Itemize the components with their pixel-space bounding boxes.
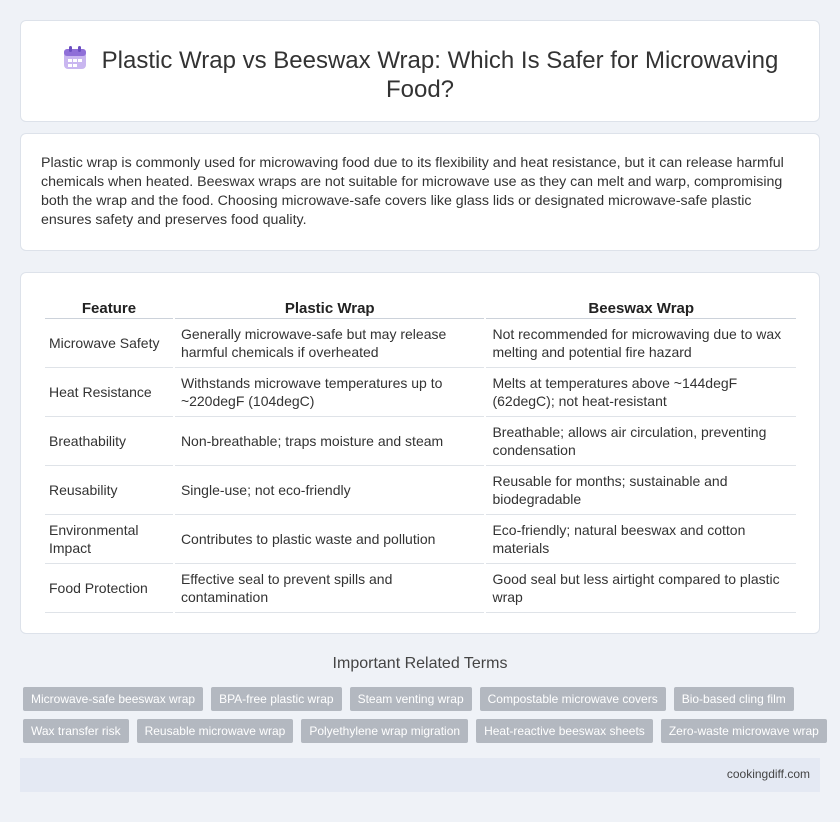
header-beeswax-wrap: Beeswax Wrap (486, 295, 796, 319)
page-title: Plastic Wrap vs Beeswax Wrap: Which Is Safer for Microwaving Food? (101, 47, 779, 103)
table-row (45, 515, 796, 564)
beeswax-cell: Melts at temperatures above ~144degF (62degC); not heat-resistant (486, 368, 796, 417)
plastic-cell: Contributes to plastic waste and pollution (175, 515, 485, 564)
comparison-card (20, 272, 820, 634)
related-terms-title: Important Related Terms (332, 655, 508, 672)
footer-site-name[interactable]: cookingdiff.com (726, 767, 810, 781)
related-term-tag[interactable]: Polyethylene wrap migration (301, 719, 468, 743)
tag-row (23, 687, 823, 711)
intro-card (20, 133, 820, 251)
table-header-row (45, 295, 796, 319)
beeswax-cell: Reusable for months; sustainable and biodegradable (486, 466, 796, 515)
table-row (45, 368, 796, 417)
related-term-tag[interactable]: Steam venting wrap (350, 687, 472, 711)
plastic-cell: Generally microwave-safe but may release harmful chemicals if overheated (175, 319, 485, 368)
related-term-tag[interactable]: Compostable microwave covers (480, 687, 666, 711)
table-row (45, 319, 796, 368)
feature-cell: Microwave Safety (45, 319, 173, 368)
intro-paragraph: Plastic wrap is commonly used for microwaving food due to its flexibility and heat resistance, but it can release harmful chemicals when heated. Beeswax wraps are not suitable for microwave use as they can melt and warp, compromising both the wrap and the food. Choosing microwave-safe covers like glass lids or designated microwave-safe plastic ensures safety and preserves food quality. (41, 155, 784, 228)
related-term-tag[interactable]: Bio-based cling film (674, 687, 794, 711)
tag-row (23, 719, 823, 743)
title-card (20, 20, 820, 122)
feature-cell: Environmental Impact (45, 515, 173, 564)
header-plastic-wrap: Plastic Wrap (175, 295, 485, 319)
beeswax-cell: Eco-friendly; natural beeswax and cotton materials (486, 515, 796, 564)
related-term-tag[interactable]: Heat-reactive beeswax sheets (476, 719, 653, 743)
related-term-tag[interactable]: Reusable microwave wrap (137, 719, 294, 743)
plastic-cell: Withstands microwave temperatures up to ~220degF (104degC) (175, 368, 485, 417)
plastic-cell: Single-use; not eco-friendly (175, 466, 485, 515)
beeswax-cell: Breathable; allows air circulation, preventing condensation (486, 417, 796, 466)
table-row (45, 417, 796, 466)
table-row (45, 564, 796, 613)
header-feature: Feature (45, 295, 173, 319)
calendar-icon (62, 45, 88, 71)
related-term-tag[interactable]: Wax transfer risk (23, 719, 129, 743)
beeswax-cell: Good seal but less airtight compared to plastic wrap (486, 564, 796, 613)
related-terms-tags (23, 687, 823, 751)
comparison-table (43, 295, 798, 613)
plastic-cell: Effective seal to prevent spills and contamination (175, 564, 485, 613)
table-row (45, 466, 796, 515)
related-term-tag[interactable]: BPA-free plastic wrap (211, 687, 342, 711)
feature-cell: Breathability (45, 417, 173, 466)
beeswax-cell: Not recommended for microwaving due to wax melting and potential fire hazard (486, 319, 796, 368)
related-term-tag[interactable]: Zero-waste microwave wrap (661, 719, 827, 743)
related-term-tag[interactable]: Microwave-safe beeswax wrap (23, 687, 203, 711)
feature-cell: Reusability (45, 466, 173, 515)
footer (20, 758, 820, 792)
feature-cell: Heat Resistance (45, 368, 173, 417)
plastic-cell: Non-breathable; traps moisture and steam (175, 417, 485, 466)
feature-cell: Food Protection (45, 564, 173, 613)
page-title-wrap (61, 45, 779, 104)
